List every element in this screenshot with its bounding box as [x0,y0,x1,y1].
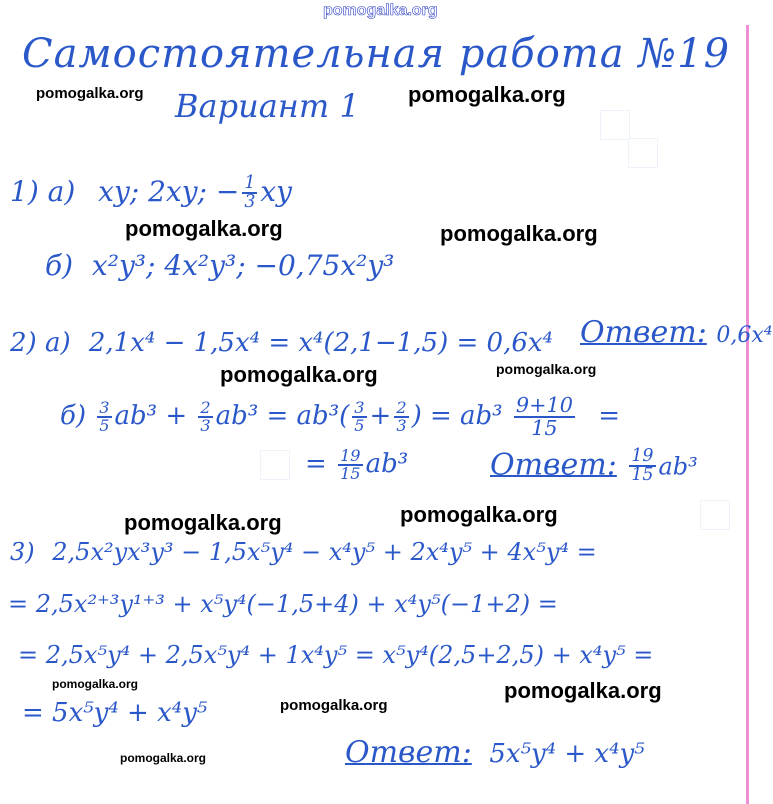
worksheet-title: Самостоятельная работа №19 [22,31,731,77]
watermark: pomogalka.org [400,502,558,527]
watermark: pomogalka.org [220,362,378,387]
problem-2b-result [305,448,408,482]
fraction: $\frac{19}{15}$ [340,446,361,484]
label: 3) [10,538,35,566]
problem-3-line-2: = 2,5x²⁺³y¹⁺³ + x⁵y⁴(−1,5+4) + x⁴y⁵(−1+2) = [8,590,558,618]
expression: 2,5x²yx³y³ − 1,5x⁵y⁴ − x⁴y⁵ + 2x⁴y⁵ + 4x⁵y⁴ = [52,538,597,566]
expression: xy [260,174,292,208]
watermark: pomogalka.org [36,85,144,102]
grid-cell [700,500,730,530]
answer-value: ab³ [658,452,698,481]
watermark: pomogalka.org [124,510,282,535]
fraction: $\frac{2}{3}$ [396,397,407,435]
problem-2a [10,330,553,356]
fraction: $\frac{3}{5}$ [99,397,110,435]
watermark: pomogalka.org [440,221,598,246]
expression: ab³ [365,449,409,480]
problem-2b [60,395,620,439]
problem-3-line-4: = 5x⁵y⁴ + x⁴y⁵ [22,698,208,728]
problem-1b [45,249,395,282]
problem-3-line-1 [10,540,597,564]
watermark: pomogalka.org [408,82,566,107]
expression: ab³ + [114,400,188,431]
answer-word: Ответ: [345,735,472,770]
expression: ab³ = ab³( [215,400,350,431]
watermark: pomogalka.org [125,216,283,241]
answer-2a [580,315,773,350]
label: 2) а) [10,328,71,358]
watermark-top: pomogalka.org [323,2,438,19]
variant-label: Вариант 1 [175,87,360,125]
problem-1a [10,175,292,212]
watermark: pomogalka.org [52,677,139,691]
problem-3-line-3: = 2,5x⁵y⁴ + 2,5x⁵y⁴ + 1x⁴y⁵ = x⁵y⁴(2,5+2,5) + x⁴y⁵ = [18,641,654,669]
expression: = [598,400,621,431]
expression: x²y³; 4x²y³; −0,75x²y³ [91,249,395,282]
grid-cell [260,450,290,480]
fraction: $\frac{9+10}{15}$ [515,393,573,440]
grid-cell [600,110,630,140]
answer-3 [345,735,645,770]
margin-line [746,25,749,804]
label: б) [45,249,74,282]
answer-word: Ответ: [580,315,707,350]
watermark: pomogalka.org [120,751,207,765]
fraction: $\frac{19}{15}$ [631,446,654,486]
grid-cell [628,138,658,168]
answer-2b [490,448,698,485]
expression: xy; 2xy; − [98,174,240,208]
label: 1) а) [10,174,76,208]
answer-value: 5x⁵y⁴ + x⁴y⁵ [489,739,645,769]
expression: = [305,449,327,480]
label: б) [60,400,87,431]
answer-word: Ответ: [490,447,617,483]
watermark: pomogalka.org [280,697,388,714]
watermark: pomogalka.org [496,361,597,377]
expression: ) = ab³ [411,400,503,431]
fraction: $\frac{1}{3}$ [244,173,256,213]
expression: 2,1x⁴ − 1,5x⁴ = x⁴(2,1−1,5) = 0,6x⁴ [88,328,553,358]
watermark: pomogalka.org [504,678,662,703]
fraction: $\frac{3}{5}$ [354,397,365,435]
expression: + [369,400,392,431]
answer-value: 0,6x⁴ [716,323,773,348]
fraction: $\frac{2}{3}$ [200,397,211,435]
